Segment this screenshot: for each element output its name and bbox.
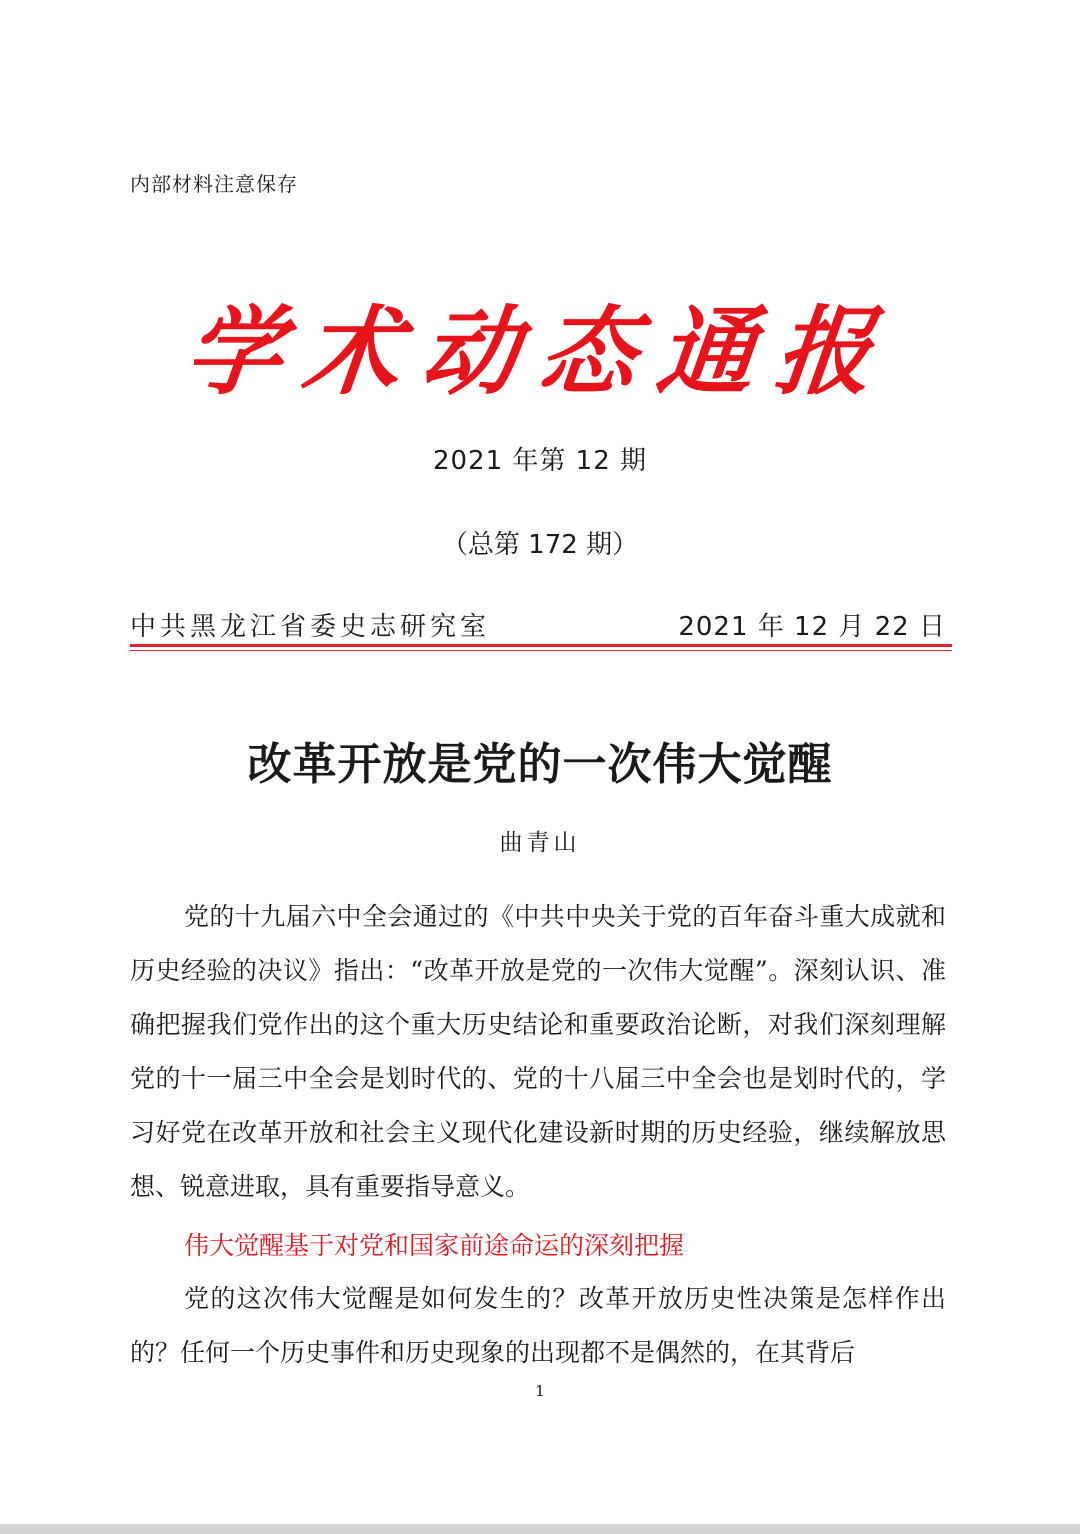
page-bottom-strip (0, 1524, 1080, 1534)
header-divider-thick (130, 644, 952, 647)
header-divider-thin (130, 650, 952, 651)
publisher-name: 中共黑龙江省委史志研究室 (130, 612, 491, 642)
masthead-title: 学术动态通报 (180, 295, 900, 408)
article-paragraph: 党的这次伟大觉醒是如何发生的？改革开放历史性决策是怎样作出的？任何一个历史事件和历史现象的出现都不是偶然的，在其背后 (130, 1284, 946, 1367)
article-paragraph: 党的十九届六中全会通过的《中共中央关于党的百年奋斗重大成就和历史经验的决议》指出：“改革开放是党的一次伟大觉醒”。深刻认识、准确把握我们党作出的这个重大历史结论和重要政治论断，对我们深刻理解党的十一届三中全会是划时代的、党的十八届三中全会也是划时代的，学习好党在改革开放和社会主义现代化建设新时期的历史经验，继续解放思想、锐意进取，具有重要指导意义。 (130, 902, 946, 1201)
section-subheading: 伟大觉醒基于对党和国家前途命运的深刻把握 (184, 1231, 685, 1260)
article-title: 改革开放是党的一次伟大觉醒 (247, 739, 833, 790)
publication-date: 2021 年 12 月 22 日 (678, 612, 946, 642)
issue-number: 2021 年第 12 期 (432, 446, 648, 476)
total-issue-number: （总第 172 期） (441, 530, 639, 560)
article-author: 曲青山 (499, 830, 581, 856)
confidential-note: 内部材料注意保存 (130, 172, 298, 196)
page-number: 1 (535, 1382, 545, 1400)
